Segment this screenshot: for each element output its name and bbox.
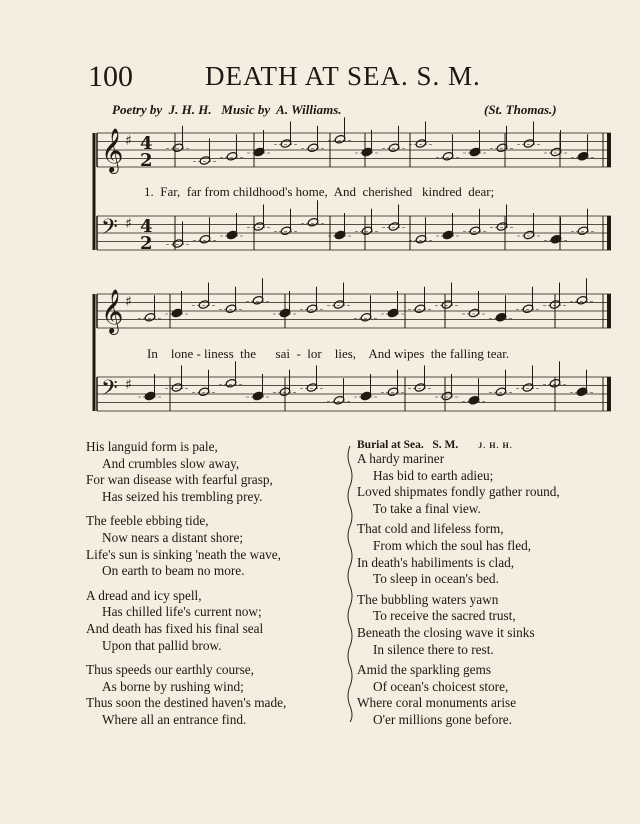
page-title: DEATH AT SEA. S. M. — [205, 61, 481, 91]
verse-line: That cold and lifeless form, — [357, 521, 504, 537]
verse-line: Has chilled life's current now; — [102, 604, 262, 620]
burial-stanza — [357, 521, 627, 587]
lyrics-line-2: In lone - liness the sai - lor lies, And wipes the falling tear. — [147, 346, 510, 361]
final-barline — [607, 216, 611, 250]
time-sig-top: 4 — [140, 133, 153, 154]
verse-line: Thus speeds our earthly course, — [86, 662, 255, 678]
time-sig-bottom: 2 — [140, 150, 153, 171]
burial-stanza — [357, 451, 627, 517]
burial-stanzas — [357, 451, 627, 729]
brace-divider — [345, 446, 355, 722]
tune-name: (St. Thomas.) — [484, 102, 557, 117]
verse-line: And death has fixed his final seal — [86, 620, 264, 636]
verse-line: To receive the sacred trust, — [373, 608, 516, 624]
verse-line: Of ocean's choicest store, — [373, 678, 509, 694]
credits: Poetry by J. H. H. Music by A. Williams. — [112, 102, 342, 117]
verse-line: The bubbling waters yawn — [357, 591, 499, 607]
stanza — [86, 588, 336, 654]
verse-line: Has seized his trembling prey. — [102, 488, 263, 504]
stanza — [86, 513, 336, 579]
verse-line: Loved shipmates fondly gather round, — [357, 484, 560, 500]
verse-line: Upon that pallid brow. — [102, 637, 222, 653]
verse-line: Where coral monuments arise — [357, 695, 517, 711]
treble-clef: 𝄞 — [101, 289, 124, 333]
final-barline — [607, 294, 611, 328]
burial-title: Burial at Sea. S. M. — [357, 439, 459, 451]
verse-line: A hardy mariner — [357, 451, 445, 466]
bass-clef: 𝄢 — [101, 215, 118, 245]
verse-line: As borne by rushing wind; — [102, 678, 244, 694]
key-signature: ♯ — [125, 377, 132, 393]
key-signature: ♯ — [125, 216, 132, 232]
page-number: 100 — [88, 60, 133, 93]
verse-line: On earth to beam no more. — [102, 563, 245, 579]
verses — [86, 439, 336, 737]
verse-line: From which the soul has fled, — [373, 537, 532, 553]
bass-clef: 𝄢 — [101, 376, 118, 406]
key-signature: ♯ — [125, 294, 132, 310]
verse-line: O'er millions gone before. — [373, 711, 513, 727]
verse-line: A dread and icy spell, — [86, 587, 202, 603]
final-barline — [607, 133, 611, 167]
verse-line: Where all an entrance find. — [102, 711, 247, 727]
verse-line: Has bid to earth adieu; — [373, 467, 494, 483]
verse-line: To sleep in ocean's bed. — [373, 571, 499, 587]
final-barline — [607, 377, 611, 411]
burial-author: J. H. H. — [478, 441, 513, 450]
verse-line: For wan disease with fearful grasp, — [86, 472, 273, 488]
lyrics-line-1: 1. Far, far from childhood's home, And cherished kindred dear; — [144, 184, 495, 199]
verse-line: The feeble ebbing tide, — [86, 513, 209, 529]
verse-line: To take a final view. — [373, 500, 481, 516]
staves — [94, 128, 611, 411]
key-signature: ♯ — [125, 133, 132, 149]
verse-line: His languid form is pale, — [86, 439, 218, 454]
verse-line: In silence there to rest. — [373, 641, 494, 657]
verse-line: Now nears a distant shore; — [102, 529, 244, 545]
verse-line: Beneath the closing wave it sinks — [357, 624, 535, 640]
treble-clef: 𝄞 — [101, 128, 124, 172]
stanza — [86, 439, 336, 505]
burial-stanza — [357, 592, 627, 658]
verse-line: In death's habiliments is clad, — [357, 554, 515, 570]
burial-title-row — [357, 439, 627, 451]
verse-line: Amid the sparkling gems — [357, 662, 492, 678]
time-sig-top: 4 — [140, 216, 153, 237]
stanza — [86, 662, 336, 728]
time-sig-bottom: 2 — [140, 233, 153, 254]
verse-line: Life's sun is sinking 'neath the wave, — [86, 546, 281, 562]
burial-at-sea — [357, 439, 627, 733]
verse-line: Thus soon the destined haven's made, — [86, 695, 287, 711]
burial-stanza — [357, 662, 627, 728]
verse-line: And crumbles slow away, — [102, 455, 240, 471]
